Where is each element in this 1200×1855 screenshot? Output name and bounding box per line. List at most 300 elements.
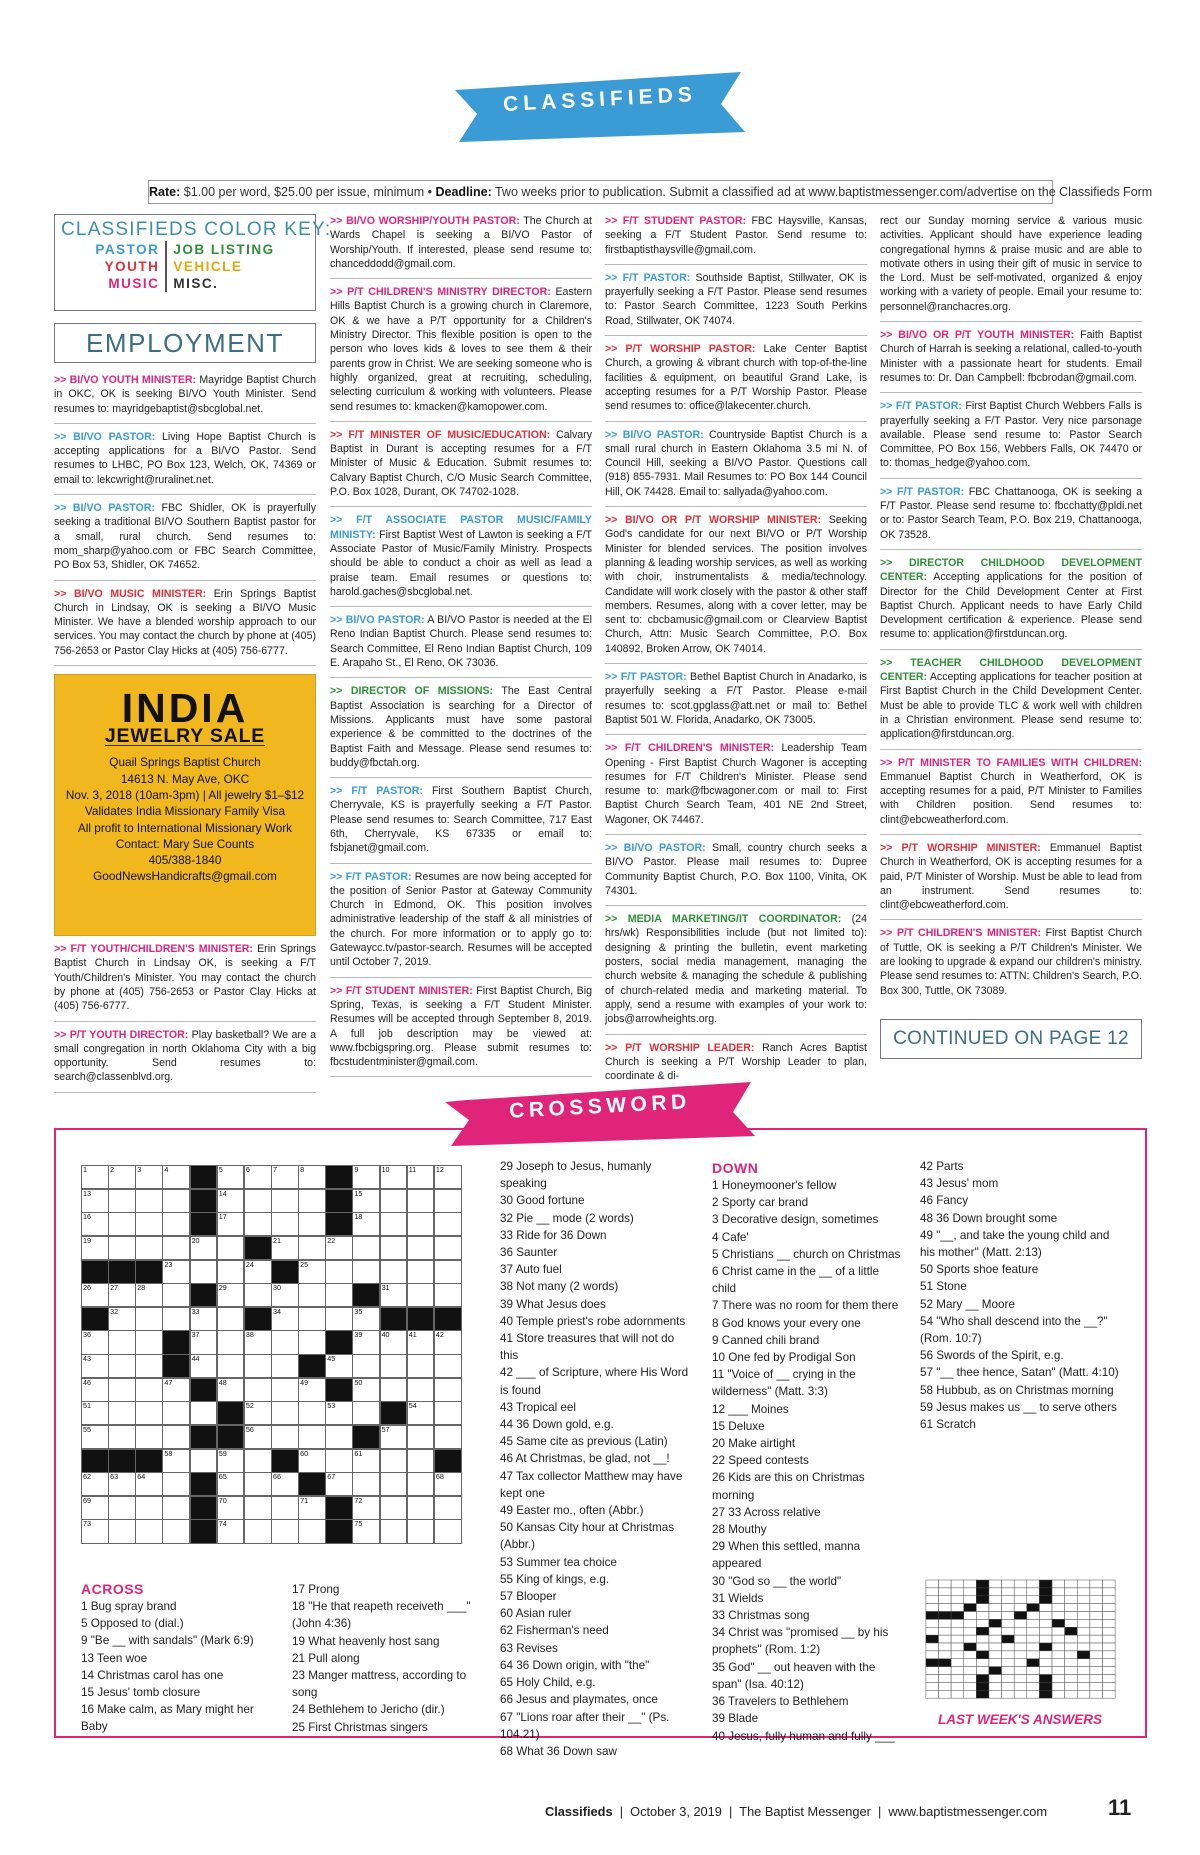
- answer-cell: [1027, 1619, 1040, 1627]
- answer-cell: [1039, 1588, 1052, 1596]
- clue: 2 Sporty car brand: [712, 1196, 809, 1210]
- grid-cell[interactable]: [298, 1496, 326, 1520]
- answer-cell: [951, 1627, 964, 1635]
- ad-arrow: >>: [330, 286, 348, 299]
- ad-body: Erin Springs Baptist Church in Lindsay OK, is seeking a F/T Youth/Children's Minister. You may contact the church by phone at (405) 756-2653 or Pastor Clay Hicks at (405) 756-6777.: [54, 943, 316, 1013]
- ad-body: First Baptist West of Lawton is seeking a F/T Associate Pastor of Music/Family Ministry. Prospects should be able to conduct a choir as well as lead a praise team. Email resumes or questions to: harold.gaches@sbcglobal.net.: [330, 528, 592, 598]
- grid-cell[interactable]: [162, 1283, 190, 1307]
- clue-number: 54: [408, 1401, 417, 1411]
- grid-cell[interactable]: [271, 1189, 299, 1213]
- grid-cell[interactable]: [352, 1496, 380, 1520]
- answer-cell: [1027, 1580, 1040, 1588]
- ad-arrow: >>: [880, 485, 897, 498]
- answer-cell: [1027, 1659, 1040, 1667]
- answer-cell: [1103, 1588, 1116, 1596]
- grid-cell[interactable]: [352, 1449, 380, 1473]
- classified-ad: [880, 920, 1142, 1004]
- grid-cell[interactable]: [244, 1449, 272, 1473]
- answer-cell: [989, 1627, 1002, 1635]
- answer-cell: [1002, 1635, 1015, 1643]
- grid-cell[interactable]: [380, 1283, 408, 1307]
- grid-cell[interactable]: [380, 1212, 408, 1236]
- grid-cell[interactable]: [325, 1401, 353, 1425]
- grid-cell[interactable]: [407, 1472, 435, 1496]
- ad-heading: P/T MINISTER TO FAMILIES WITH CHILDREN:: [898, 756, 1142, 769]
- grid-cell[interactable]: [352, 1165, 380, 1189]
- answer-cell: [1077, 1604, 1090, 1612]
- grid-cell[interactable]: [325, 1472, 353, 1496]
- grid-cell[interactable]: [135, 1401, 163, 1425]
- grid-cell[interactable]: [81, 1425, 109, 1449]
- clue-number: 50: [354, 1377, 363, 1387]
- grid-cell[interactable]: [380, 1260, 408, 1284]
- grid-cell[interactable]: [380, 1496, 408, 1520]
- grid-cell[interactable]: [407, 1354, 435, 1378]
- clue-number: 22: [327, 1235, 336, 1245]
- clue: 11 "Voice of __ crying in the wilderness" (Matt. 3:3): [712, 1368, 856, 1399]
- grid-cell[interactable]: [162, 1189, 190, 1213]
- grid-cell[interactable]: [434, 1378, 462, 1402]
- clue: 36 Travelers to Bethlehem: [712, 1695, 849, 1709]
- clue: 30 "God so __ the world": [712, 1574, 842, 1588]
- grid-cell[interactable]: [380, 1425, 408, 1449]
- answer-cell: [1014, 1627, 1027, 1635]
- grid-cell[interactable]: [217, 1236, 245, 1260]
- ad-heading: P/T YOUTH DIRECTOR:: [69, 1028, 189, 1041]
- clue: 59 Jesus makes us __ to serve others: [920, 1400, 1117, 1414]
- grid-cell[interactable]: [325, 1307, 353, 1331]
- grid-block: [325, 1519, 353, 1543]
- answer-cell: [1103, 1675, 1116, 1683]
- grid-cell[interactable]: [352, 1189, 380, 1213]
- grid-cell[interactable]: [271, 1165, 299, 1189]
- classifieds-banner: [455, 70, 745, 142]
- key-misc: MISC.: [173, 276, 219, 292]
- grid-cell[interactable]: [380, 1189, 408, 1213]
- grid-cell[interactable]: [380, 1330, 408, 1354]
- grid-cell[interactable]: [407, 1449, 435, 1473]
- classified-ad: [880, 835, 1142, 920]
- grid-cell[interactable]: [271, 1519, 299, 1543]
- grid-cell[interactable]: [434, 1283, 462, 1307]
- ad-body: First Southern Baptist Church, Cherryvale, KS is prayerfully seeking a F/T Pastor. Please send resumes to: Search Committee, 717 East 6th, Cherryvale, KS 67335 or email to: fsbjanet@gmail.com.: [330, 785, 592, 855]
- grid-cell[interactable]: [244, 1519, 272, 1543]
- grid-cell[interactable]: [162, 1260, 190, 1284]
- answer-cell: [964, 1682, 977, 1690]
- footer-section: Classifieds: [545, 1804, 613, 1819]
- classified-ad: [880, 322, 1142, 393]
- grid-cell[interactable]: [162, 1496, 190, 1520]
- grid-cell[interactable]: [244, 1401, 272, 1425]
- answer-cell: [1052, 1596, 1065, 1604]
- grid-cell[interactable]: [352, 1519, 380, 1543]
- grid-cell[interactable]: [407, 1519, 435, 1543]
- ad-heading: BI/VO PASTOR:: [72, 502, 155, 515]
- grid-cell[interactable]: [380, 1449, 408, 1473]
- grid-cell[interactable]: [407, 1189, 435, 1213]
- grid-cell[interactable]: [108, 1425, 136, 1449]
- grid-cell[interactable]: [325, 1236, 353, 1260]
- clue-number: 41: [408, 1330, 417, 1340]
- clue: 54 "Who shall descend into the __?" (Rom. 10:7): [920, 1314, 1108, 1346]
- grid-block: [217, 1401, 245, 1425]
- grid-cell[interactable]: [434, 1212, 462, 1236]
- grid-cell[interactable]: [244, 1378, 272, 1402]
- grid-cell[interactable]: [407, 1165, 435, 1189]
- answer-cell: [1039, 1635, 1052, 1643]
- employment-heading: EMPLOYMENT: [54, 323, 316, 363]
- grid-cell[interactable]: [271, 1330, 299, 1354]
- grid-cell[interactable]: [81, 1472, 109, 1496]
- grid-cell[interactable]: [135, 1519, 163, 1543]
- grid-cell[interactable]: [325, 1425, 353, 1449]
- grid-cell[interactable]: [271, 1212, 299, 1236]
- grid-cell[interactable]: [434, 1354, 462, 1378]
- clue-number: 10: [381, 1165, 390, 1174]
- grid-cell[interactable]: [217, 1354, 245, 1378]
- clue-number: 68: [435, 1472, 444, 1482]
- grid-cell[interactable]: [434, 1330, 462, 1354]
- grid-cell[interactable]: [352, 1378, 380, 1402]
- clue-number: 46: [83, 1377, 91, 1387]
- grid-cell[interactable]: [244, 1354, 272, 1378]
- grid-cell[interactable]: [162, 1519, 190, 1543]
- clue: 57 "__ thee hence, Satan" (Matt. 4:10): [920, 1366, 1119, 1380]
- grid-cell[interactable]: [217, 1212, 245, 1236]
- ad-body: Accepting applications for the position of Director for the Child Development Center at First Baptist Church. Applicant needs to have Early Child Development certification & experience. Please send resume to: application@firstduncan.org.: [880, 571, 1142, 641]
- grid-cell[interactable]: [217, 1472, 245, 1496]
- grid-cell[interactable]: [108, 1354, 136, 1378]
- grid-block: [325, 1165, 353, 1189]
- grid-cell[interactable]: [434, 1236, 462, 1260]
- grid-cell[interactable]: [352, 1330, 380, 1354]
- grid-cell[interactable]: [190, 1401, 218, 1425]
- clue: 57 Blooper: [500, 1590, 557, 1604]
- clue-number: 21: [273, 1235, 281, 1245]
- grid-cell[interactable]: [298, 1330, 326, 1354]
- grid-cell[interactable]: [380, 1165, 408, 1189]
- clue-number: 29: [218, 1283, 227, 1293]
- grid-block: [352, 1283, 380, 1307]
- grid-cell[interactable]: [135, 1165, 163, 1189]
- answer-cell: [926, 1659, 939, 1667]
- grid-cell[interactable]: [271, 1354, 299, 1378]
- grid-cell[interactable]: [271, 1425, 299, 1449]
- grid-cell[interactable]: [434, 1165, 462, 1189]
- answer-cell: [1103, 1659, 1116, 1667]
- grid-cell[interactable]: [162, 1449, 190, 1473]
- answer-cell: [1077, 1651, 1090, 1659]
- ad-heading: F/T PASTOR:: [345, 870, 412, 883]
- grid-cell[interactable]: [244, 1283, 272, 1307]
- grid-cell[interactable]: [271, 1236, 299, 1260]
- grid-cell[interactable]: [81, 1330, 109, 1354]
- grid-cell[interactable]: [407, 1401, 435, 1425]
- grid-cell[interactable]: [325, 1283, 353, 1307]
- clue: 63 Revises: [500, 1641, 558, 1655]
- grid-block: [298, 1472, 326, 1496]
- ad-arrow: >>: [54, 430, 74, 443]
- grid-cell[interactable]: [244, 1212, 272, 1236]
- grid-cell[interactable]: [271, 1307, 299, 1331]
- grid-cell[interactable]: [217, 1260, 245, 1284]
- grid-cell[interactable]: [380, 1354, 408, 1378]
- grid-cell[interactable]: [298, 1283, 326, 1307]
- grid-cell[interactable]: [162, 1472, 190, 1496]
- grid-cell[interactable]: [135, 1307, 163, 1331]
- grid-cell[interactable]: [217, 1496, 245, 1520]
- grid-cell[interactable]: [108, 1472, 136, 1496]
- answer-cell: [1052, 1643, 1065, 1651]
- banner-title: CLASSIFIEDS: [502, 82, 698, 117]
- grid-cell[interactable]: [162, 1425, 190, 1449]
- grid-block: [434, 1307, 462, 1331]
- answer-cell: [976, 1682, 989, 1690]
- grid-cell[interactable]: [217, 1330, 245, 1354]
- grid-cell[interactable]: [434, 1519, 462, 1543]
- clue: 14 Christmas carol has one: [81, 1668, 224, 1682]
- grid-cell[interactable]: [135, 1212, 163, 1236]
- grid-cell[interactable]: [108, 1283, 136, 1307]
- grid-cell[interactable]: [135, 1283, 163, 1307]
- grid-cell[interactable]: [352, 1472, 380, 1496]
- grid-cell[interactable]: [325, 1449, 353, 1473]
- clue-number: 19: [83, 1235, 91, 1245]
- grid-cell[interactable]: [81, 1165, 109, 1189]
- grid-cell[interactable]: [271, 1401, 299, 1425]
- grid-cell[interactable]: [298, 1165, 326, 1189]
- col1-ads: [54, 373, 316, 666]
- grid-cell[interactable]: [81, 1378, 109, 1402]
- grid-cell[interactable]: [298, 1449, 326, 1473]
- clue-number: 33: [191, 1306, 200, 1316]
- grid-cell[interactable]: [135, 1425, 163, 1449]
- answer-cell: [1065, 1627, 1078, 1635]
- classified-ad: [330, 607, 592, 678]
- grid-cell[interactable]: [217, 1378, 245, 1402]
- answer-cell: [951, 1667, 964, 1675]
- grid-cell[interactable]: [298, 1189, 326, 1213]
- grid-cell[interactable]: [352, 1260, 380, 1284]
- grid-cell[interactable]: [298, 1425, 326, 1449]
- answer-cell: [939, 1604, 952, 1612]
- grid-cell[interactable]: [217, 1449, 245, 1473]
- grid-cell[interactable]: [108, 1378, 136, 1402]
- grid-cell[interactable]: [380, 1236, 408, 1260]
- grid-cell[interactable]: [380, 1519, 408, 1543]
- ad-heading: F/T PASTOR:: [620, 671, 687, 684]
- grid-cell[interactable]: [135, 1496, 163, 1520]
- grid-cell[interactable]: [298, 1519, 326, 1543]
- grid-cell[interactable]: [325, 1260, 353, 1284]
- grid-cell[interactable]: [81, 1189, 109, 1213]
- grid-cell[interactable]: [244, 1189, 272, 1213]
- grid-cell[interactable]: [108, 1165, 136, 1189]
- grid-cell[interactable]: [81, 1519, 109, 1543]
- grid-cell[interactable]: [352, 1401, 380, 1425]
- clue-number: 49: [300, 1377, 309, 1387]
- grid-cell[interactable]: [81, 1283, 109, 1307]
- grid-cell[interactable]: [271, 1378, 299, 1402]
- grid-cell[interactable]: [407, 1236, 435, 1260]
- grid-cell[interactable]: [407, 1378, 435, 1402]
- answer-cell: [964, 1596, 977, 1604]
- grid-cell[interactable]: [135, 1189, 163, 1213]
- ad-arrow: >>: [605, 428, 623, 441]
- grid-cell[interactable]: [135, 1236, 163, 1260]
- grid-cell[interactable]: [271, 1496, 299, 1520]
- grid-cell[interactable]: [108, 1519, 136, 1543]
- grid-cell[interactable]: [162, 1307, 190, 1331]
- grid-cell[interactable]: [135, 1330, 163, 1354]
- answer-cell: [1052, 1667, 1065, 1675]
- grid-cell[interactable]: [298, 1260, 326, 1284]
- grid-cell[interactable]: [298, 1378, 326, 1402]
- grid-cell[interactable]: [244, 1472, 272, 1496]
- grid-cell[interactable]: [81, 1401, 109, 1425]
- grid-cell[interactable]: [434, 1425, 462, 1449]
- grid-cell[interactable]: [135, 1378, 163, 1402]
- grid-cell[interactable]: [407, 1425, 435, 1449]
- grid-cell[interactable]: [81, 1212, 109, 1236]
- grid-cell[interactable]: [190, 1354, 218, 1378]
- clue: 29 Joseph to Jesus, humanly speaking: [500, 1160, 652, 1191]
- clue: 32 Pie __ mode (2 words): [500, 1211, 634, 1225]
- answer-cell: [964, 1619, 977, 1627]
- grid-cell[interactable]: [407, 1283, 435, 1307]
- grid-cell[interactable]: [190, 1260, 218, 1284]
- answer-cell: [951, 1675, 964, 1683]
- grid-cell[interactable]: [162, 1378, 190, 1402]
- grid-cell[interactable]: [434, 1401, 462, 1425]
- grid-cell[interactable]: [162, 1401, 190, 1425]
- clue: 27 33 Across relative: [712, 1505, 821, 1519]
- grid-cell[interactable]: [162, 1212, 190, 1236]
- classified-ad: [54, 424, 316, 495]
- answer-cell: [989, 1682, 1002, 1690]
- grid-block: [135, 1449, 163, 1473]
- grid-cell[interactable]: [108, 1330, 136, 1354]
- clue-number: 48: [218, 1377, 227, 1387]
- answer-cell: [1014, 1588, 1027, 1596]
- grid-cell[interactable]: [81, 1496, 109, 1520]
- ad-heading: P/T CHILDREN'S MINISTRY DIRECTOR:: [347, 286, 551, 299]
- crossword-grid[interactable]: [81, 1165, 461, 1543]
- grid-cell[interactable]: [434, 1496, 462, 1520]
- grid-cell[interactable]: [217, 1165, 245, 1189]
- answer-cell: [1002, 1604, 1015, 1612]
- grid-cell[interactable]: [407, 1260, 435, 1284]
- grid-cell[interactable]: [298, 1236, 326, 1260]
- grid-cell[interactable]: [380, 1472, 408, 1496]
- grid-cell[interactable]: [244, 1496, 272, 1520]
- grid-cell[interactable]: [135, 1472, 163, 1496]
- classified-ad: [605, 265, 867, 336]
- india-line: GoodNewsHandicrafts@gmail.com: [93, 869, 277, 884]
- grid-cell[interactable]: [190, 1307, 218, 1331]
- grid-cell[interactable]: [81, 1354, 109, 1378]
- grid-cell[interactable]: [352, 1212, 380, 1236]
- answer-cell: [926, 1596, 939, 1604]
- col1b-ads: [54, 942, 316, 1093]
- clue: 4 Cafe': [712, 1230, 749, 1244]
- grid-cell[interactable]: [352, 1354, 380, 1378]
- grid-cell[interactable]: [162, 1236, 190, 1260]
- grid-cell[interactable]: [244, 1165, 272, 1189]
- grid-cell[interactable]: [352, 1236, 380, 1260]
- answer-cell: [976, 1627, 989, 1635]
- crossword-banner: [445, 1078, 755, 1146]
- clue-number: 35: [354, 1306, 363, 1316]
- answer-cell: [1065, 1659, 1078, 1667]
- grid-cell[interactable]: [108, 1307, 136, 1331]
- grid-cell[interactable]: [271, 1472, 299, 1496]
- grid-cell[interactable]: [434, 1260, 462, 1284]
- grid-cell[interactable]: [217, 1519, 245, 1543]
- answer-cell: [951, 1659, 964, 1667]
- grid-cell[interactable]: [190, 1236, 218, 1260]
- grid-block: [271, 1260, 299, 1284]
- ad-arrow: >>: [605, 215, 623, 227]
- answer-cell: [926, 1627, 939, 1635]
- grid-cell[interactable]: [407, 1212, 435, 1236]
- clue-number: 69: [83, 1495, 91, 1505]
- ad-arrow: >>: [880, 556, 909, 569]
- grid-cell[interactable]: [162, 1165, 190, 1189]
- grid-cell[interactable]: [108, 1189, 136, 1213]
- ad-arrow: >>: [330, 685, 351, 698]
- grid-cell[interactable]: [298, 1401, 326, 1425]
- ad-body: Mayridge Baptist Church in OKC, OK is seeking BI/VO Youth Minister. Send resumes to: mayridgebaptist@sbcglobal.net.: [54, 374, 316, 415]
- grid-cell[interactable]: [135, 1354, 163, 1378]
- grid-cell[interactable]: [108, 1236, 136, 1260]
- answer-cell: [1039, 1651, 1052, 1659]
- grid-cell[interactable]: [244, 1260, 272, 1284]
- grid-cell[interactable]: [108, 1212, 136, 1236]
- grid-cell[interactable]: [108, 1401, 136, 1425]
- grid-cell[interactable]: [380, 1378, 408, 1402]
- answer-cell: [976, 1580, 989, 1588]
- grid-cell[interactable]: [217, 1307, 245, 1331]
- grid-cell[interactable]: [81, 1236, 109, 1260]
- clue: 40 Jesus, fully human and fully ___: [712, 1729, 895, 1743]
- grid-cell[interactable]: [190, 1449, 218, 1473]
- clue-number: 51: [83, 1401, 91, 1411]
- grid-cell[interactable]: [352, 1307, 380, 1331]
- grid-cell[interactable]: [434, 1189, 462, 1213]
- grid-cell[interactable]: [217, 1283, 245, 1307]
- answer-cell: [1027, 1612, 1040, 1620]
- grid-cell[interactable]: [271, 1283, 299, 1307]
- grid-cell[interactable]: [244, 1425, 272, 1449]
- grid-block: [244, 1236, 272, 1260]
- india-details: [55, 754, 315, 884]
- grid-cell[interactable]: [190, 1330, 218, 1354]
- answer-cell: [1014, 1675, 1027, 1683]
- grid-cell[interactable]: [434, 1472, 462, 1496]
- grid-cell[interactable]: [217, 1189, 245, 1213]
- grid-cell[interactable]: [407, 1330, 435, 1354]
- grid-cell[interactable]: [298, 1212, 326, 1236]
- answer-cell: [1002, 1619, 1015, 1627]
- grid-cell[interactable]: [108, 1496, 136, 1520]
- grid-cell[interactable]: [325, 1354, 353, 1378]
- grid-cell[interactable]: [244, 1330, 272, 1354]
- grid-cell[interactable]: [298, 1307, 326, 1331]
- grid-cell[interactable]: [407, 1496, 435, 1520]
- answer-cell: [1014, 1612, 1027, 1620]
- clue: 49 Easter mo., often (Abbr.): [500, 1504, 644, 1518]
